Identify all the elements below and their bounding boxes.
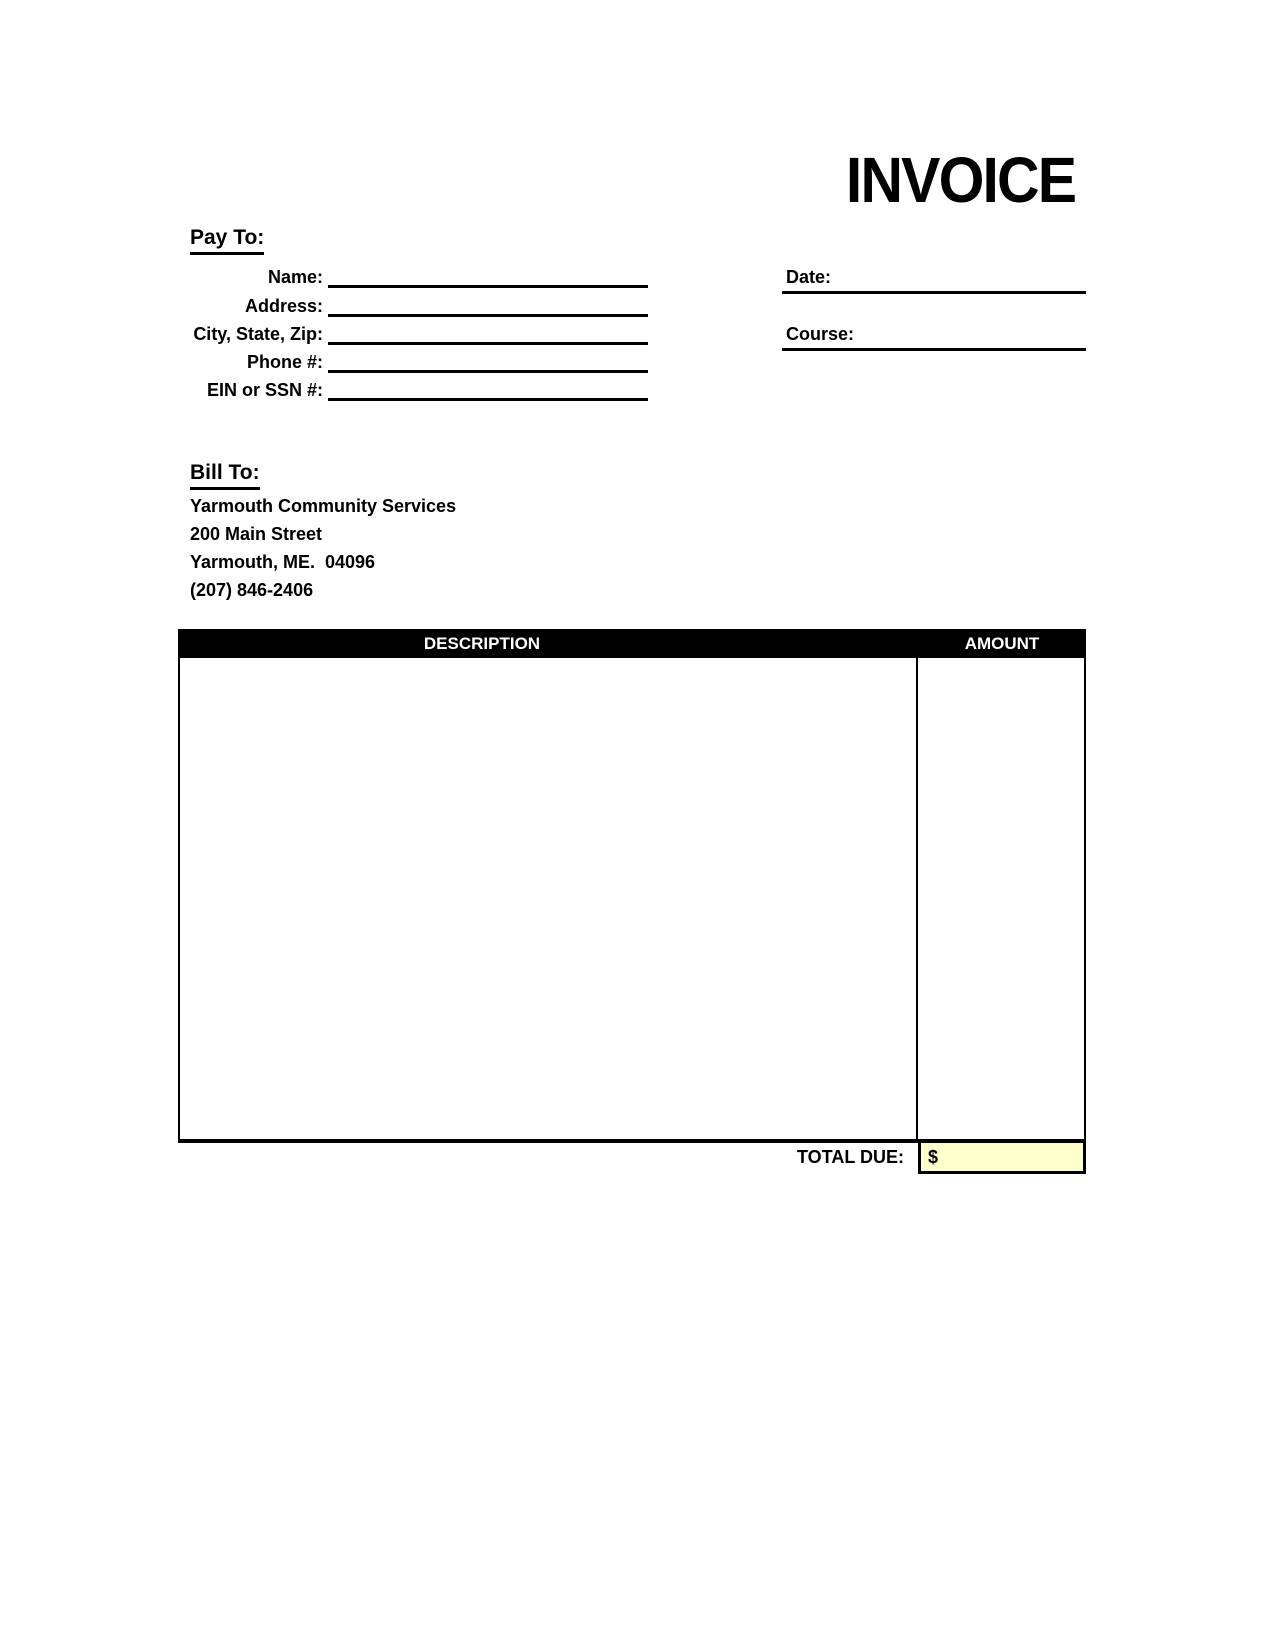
bill-to-address-block [190,492,456,604]
name-label: Name: [267,267,323,287]
total-row [178,1143,1086,1174]
items-table [178,629,1086,1174]
bill-to-heading: Bill To: [190,461,260,490]
bill-to-city-state-zip: Yarmouth, ME. 04096 [190,552,376,572]
currency-symbol: $ [928,1146,939,1167]
city-state-zip-label: City, State, Zip: [193,324,323,344]
invoice-title: INVOICE [845,144,1075,216]
description-column-header: DESCRIPTION [423,633,541,653]
course-label: Course: [786,324,855,344]
items-table-body [178,658,1086,1143]
description-cell[interactable] [180,658,918,1139]
pay-to-address-row [150,291,648,317]
pay-to-ein-ssn-row [150,375,648,401]
bill-to-street: 200 Main Street [190,524,323,544]
bill-to-phone: (207) 846-2406 [190,580,314,600]
phone-field[interactable] [328,344,648,373]
pay-to-name-row [150,262,648,288]
address-field[interactable] [328,288,648,317]
amount-cell[interactable] [918,658,1084,1139]
phone-label: Phone #: [246,352,323,372]
total-due-label: TOTAL DUE: [797,1147,904,1167]
total-due-input[interactable] [918,1143,1086,1174]
date-label: Date: [786,267,832,287]
pay-to-city-state-zip-row [150,319,648,345]
course-field[interactable] [782,322,1086,351]
name-field[interactable] [328,259,648,288]
ein-ssn-field[interactable] [328,372,648,401]
amount-column-header: AMOUNT [964,633,1040,653]
city-state-zip-field[interactable] [328,316,648,345]
pay-to-phone-row [150,347,648,373]
pay-to-heading: Pay To: [190,226,264,255]
items-table-header [178,629,1086,658]
ein-ssn-label: EIN or SSN #: [206,380,323,400]
date-field[interactable] [782,265,1086,294]
address-label: Address: [244,296,323,316]
bill-to-company: Yarmouth Community Services [190,496,457,516]
